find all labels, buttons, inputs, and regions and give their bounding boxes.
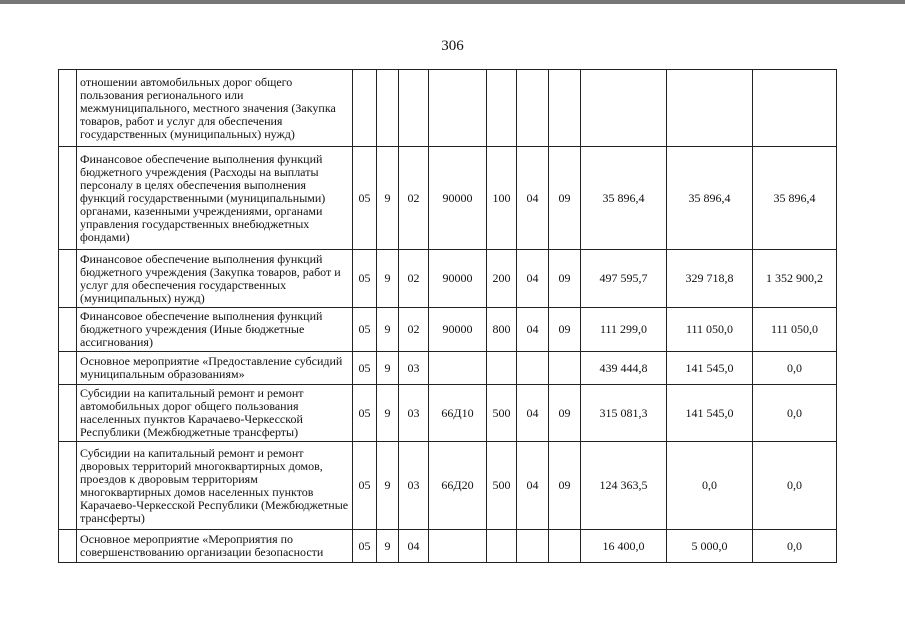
code-cell-c6 bbox=[517, 352, 549, 385]
row-index-cell bbox=[59, 385, 77, 442]
code-cell-c6 bbox=[517, 70, 549, 147]
row-description: Финансовое обеспечение выполнения функций бюджетного учреждения (Иные бюджетные ассигнования) bbox=[77, 308, 353, 352]
amount-cell-a3: 0,0 bbox=[753, 385, 837, 442]
code-cell-c3 bbox=[399, 70, 429, 147]
code-cell-c4: 90000 bbox=[429, 308, 487, 352]
code-cell-c5 bbox=[487, 70, 517, 147]
amount-cell-a2: 5 000,0 bbox=[667, 530, 753, 563]
code-cell-c2: 9 bbox=[377, 385, 399, 442]
code-cell-c3: 03 bbox=[399, 385, 429, 442]
code-cell-c1 bbox=[353, 70, 377, 147]
code-cell-c7: 09 bbox=[549, 147, 581, 250]
code-cell-c3: 02 bbox=[399, 308, 429, 352]
code-cell-c7 bbox=[549, 352, 581, 385]
page-number: 306 bbox=[441, 38, 464, 54]
row-description: Основное мероприятие «Мероприятия по совершенствованию организации безопасности bbox=[77, 530, 353, 563]
code-cell-c6: 04 bbox=[517, 385, 549, 442]
amount-cell-a2: 329 718,8 bbox=[667, 250, 753, 308]
code-cell-c3: 03 bbox=[399, 352, 429, 385]
code-cell-c2: 9 bbox=[377, 308, 399, 352]
amount-cell-a2: 141 545,0 bbox=[667, 352, 753, 385]
code-cell-c2: 9 bbox=[377, 530, 399, 563]
table-row bbox=[59, 308, 837, 352]
amount-cell-a3: 35 896,4 bbox=[753, 147, 837, 250]
code-cell-c4 bbox=[429, 530, 487, 563]
amount-cell-a3 bbox=[753, 70, 837, 147]
row-index-cell bbox=[59, 308, 77, 352]
code-cell-c2: 9 bbox=[377, 147, 399, 250]
amount-cell-a1: 439 444,8 bbox=[581, 352, 667, 385]
code-cell-c4: 90000 bbox=[429, 250, 487, 308]
code-cell-c3: 03 bbox=[399, 442, 429, 530]
code-cell-c5: 500 bbox=[487, 442, 517, 530]
code-cell-c2 bbox=[377, 70, 399, 147]
row-description: Финансовое обеспечение выполнения функций бюджетного учреждения (Закупка товаров, работ и услуг для обеспечения государственных (муниципальных) нужд) bbox=[77, 250, 353, 308]
code-cell-c1: 05 bbox=[353, 147, 377, 250]
scan-top-edge bbox=[0, 0, 905, 4]
amount-cell-a2: 141 545,0 bbox=[667, 385, 753, 442]
code-cell-c6 bbox=[517, 530, 549, 563]
code-cell-c2: 9 bbox=[377, 352, 399, 385]
code-cell-c1: 05 bbox=[353, 530, 377, 563]
code-cell-c1: 05 bbox=[353, 352, 377, 385]
code-cell-c4: 90000 bbox=[429, 147, 487, 250]
code-cell-c3: 02 bbox=[399, 250, 429, 308]
row-description: Субсидии на капитальный ремонт и ремонт автомобильных дорог общего пользования населенных пунктов Карачаево-Черкесской Республики (Межбюджетные трансферты) bbox=[77, 385, 353, 442]
amount-cell-a1: 124 363,5 bbox=[581, 442, 667, 530]
code-cell-c1: 05 bbox=[353, 250, 377, 308]
row-index-cell bbox=[59, 442, 77, 530]
code-cell-c7: 09 bbox=[549, 308, 581, 352]
row-index-cell bbox=[59, 250, 77, 308]
amount-cell-a1: 497 595,7 bbox=[581, 250, 667, 308]
code-cell-c5: 100 bbox=[487, 147, 517, 250]
code-cell-c5: 500 bbox=[487, 385, 517, 442]
amount-cell-a2 bbox=[667, 70, 753, 147]
code-cell-c6: 04 bbox=[517, 147, 549, 250]
amount-cell-a2: 0,0 bbox=[667, 442, 753, 530]
row-description: Основное мероприятие «Предоставление субсидий муниципальным образованиям» bbox=[77, 352, 353, 385]
code-cell-c2: 9 bbox=[377, 250, 399, 308]
table-row bbox=[59, 250, 837, 308]
amount-cell-a1: 35 896,4 bbox=[581, 147, 667, 250]
row-description: Финансовое обеспечение выполнения функций бюджетного учреждения (Расходы на выплаты персоналу в целях обеспечения выполнения функций государственными (муниципальными) органами, казенными учреждениями, органами управления государственных внебюджетных фондами) bbox=[77, 147, 353, 250]
table-row bbox=[59, 70, 837, 147]
code-cell-c1: 05 bbox=[353, 308, 377, 352]
code-cell-c5 bbox=[487, 530, 517, 563]
code-cell-c4: 66Д10 bbox=[429, 385, 487, 442]
code-cell-c6: 04 bbox=[517, 250, 549, 308]
amount-cell-a1 bbox=[581, 70, 667, 147]
amount-cell-a1: 16 400,0 bbox=[581, 530, 667, 563]
amount-cell-a3: 0,0 bbox=[753, 530, 837, 563]
code-cell-c7: 09 bbox=[549, 385, 581, 442]
amount-cell-a1: 315 081,3 bbox=[581, 385, 667, 442]
amount-cell-a3: 0,0 bbox=[753, 442, 837, 530]
code-cell-c7 bbox=[549, 70, 581, 147]
code-cell-c4 bbox=[429, 70, 487, 147]
code-cell-c5 bbox=[487, 352, 517, 385]
code-cell-c3: 04 bbox=[399, 530, 429, 563]
row-description: отношении автомобильных дорог общего пользования регионального или межмуниципального, местного значения (Закупка товаров, работ и услуг для обеспечения государственных (муниципальных) нужд) bbox=[77, 70, 353, 147]
table-row bbox=[59, 352, 837, 385]
row-index-cell bbox=[59, 530, 77, 563]
code-cell-c7: 09 bbox=[549, 442, 581, 530]
row-index-cell bbox=[59, 70, 77, 147]
amount-cell-a3: 1 352 900,2 bbox=[753, 250, 837, 308]
code-cell-c2: 9 bbox=[377, 442, 399, 530]
row-index-cell bbox=[59, 352, 77, 385]
amount-cell-a3: 111 050,0 bbox=[753, 308, 837, 352]
code-cell-c3: 02 bbox=[399, 147, 429, 250]
amount-cell-a2: 111 050,0 bbox=[667, 308, 753, 352]
code-cell-c1: 05 bbox=[353, 385, 377, 442]
code-cell-c5: 200 bbox=[487, 250, 517, 308]
code-cell-c6: 04 bbox=[517, 308, 549, 352]
table-row bbox=[59, 147, 837, 250]
table-row bbox=[59, 530, 837, 563]
amount-cell-a2: 35 896,4 bbox=[667, 147, 753, 250]
amount-cell-a1: 111 299,0 bbox=[581, 308, 667, 352]
code-cell-c4: 66Д20 bbox=[429, 442, 487, 530]
code-cell-c7 bbox=[549, 530, 581, 563]
table-row bbox=[59, 385, 837, 442]
code-cell-c6: 04 bbox=[517, 442, 549, 530]
row-description: Субсидии на капитальный ремонт и ремонт дворовых территорий многоквартирных домов, проездов к дворовым территориям многоквартирных домов населенных пунктов Карачаево-Черкесской Республики (Межбюджетные трансферты) bbox=[77, 442, 353, 530]
code-cell-c7: 09 bbox=[549, 250, 581, 308]
code-cell-c4 bbox=[429, 352, 487, 385]
code-cell-c1: 05 bbox=[353, 442, 377, 530]
budget-table bbox=[58, 69, 837, 563]
row-index-cell bbox=[59, 147, 77, 250]
table-row bbox=[59, 442, 837, 530]
code-cell-c5: 800 bbox=[487, 308, 517, 352]
amount-cell-a3: 0,0 bbox=[753, 352, 837, 385]
